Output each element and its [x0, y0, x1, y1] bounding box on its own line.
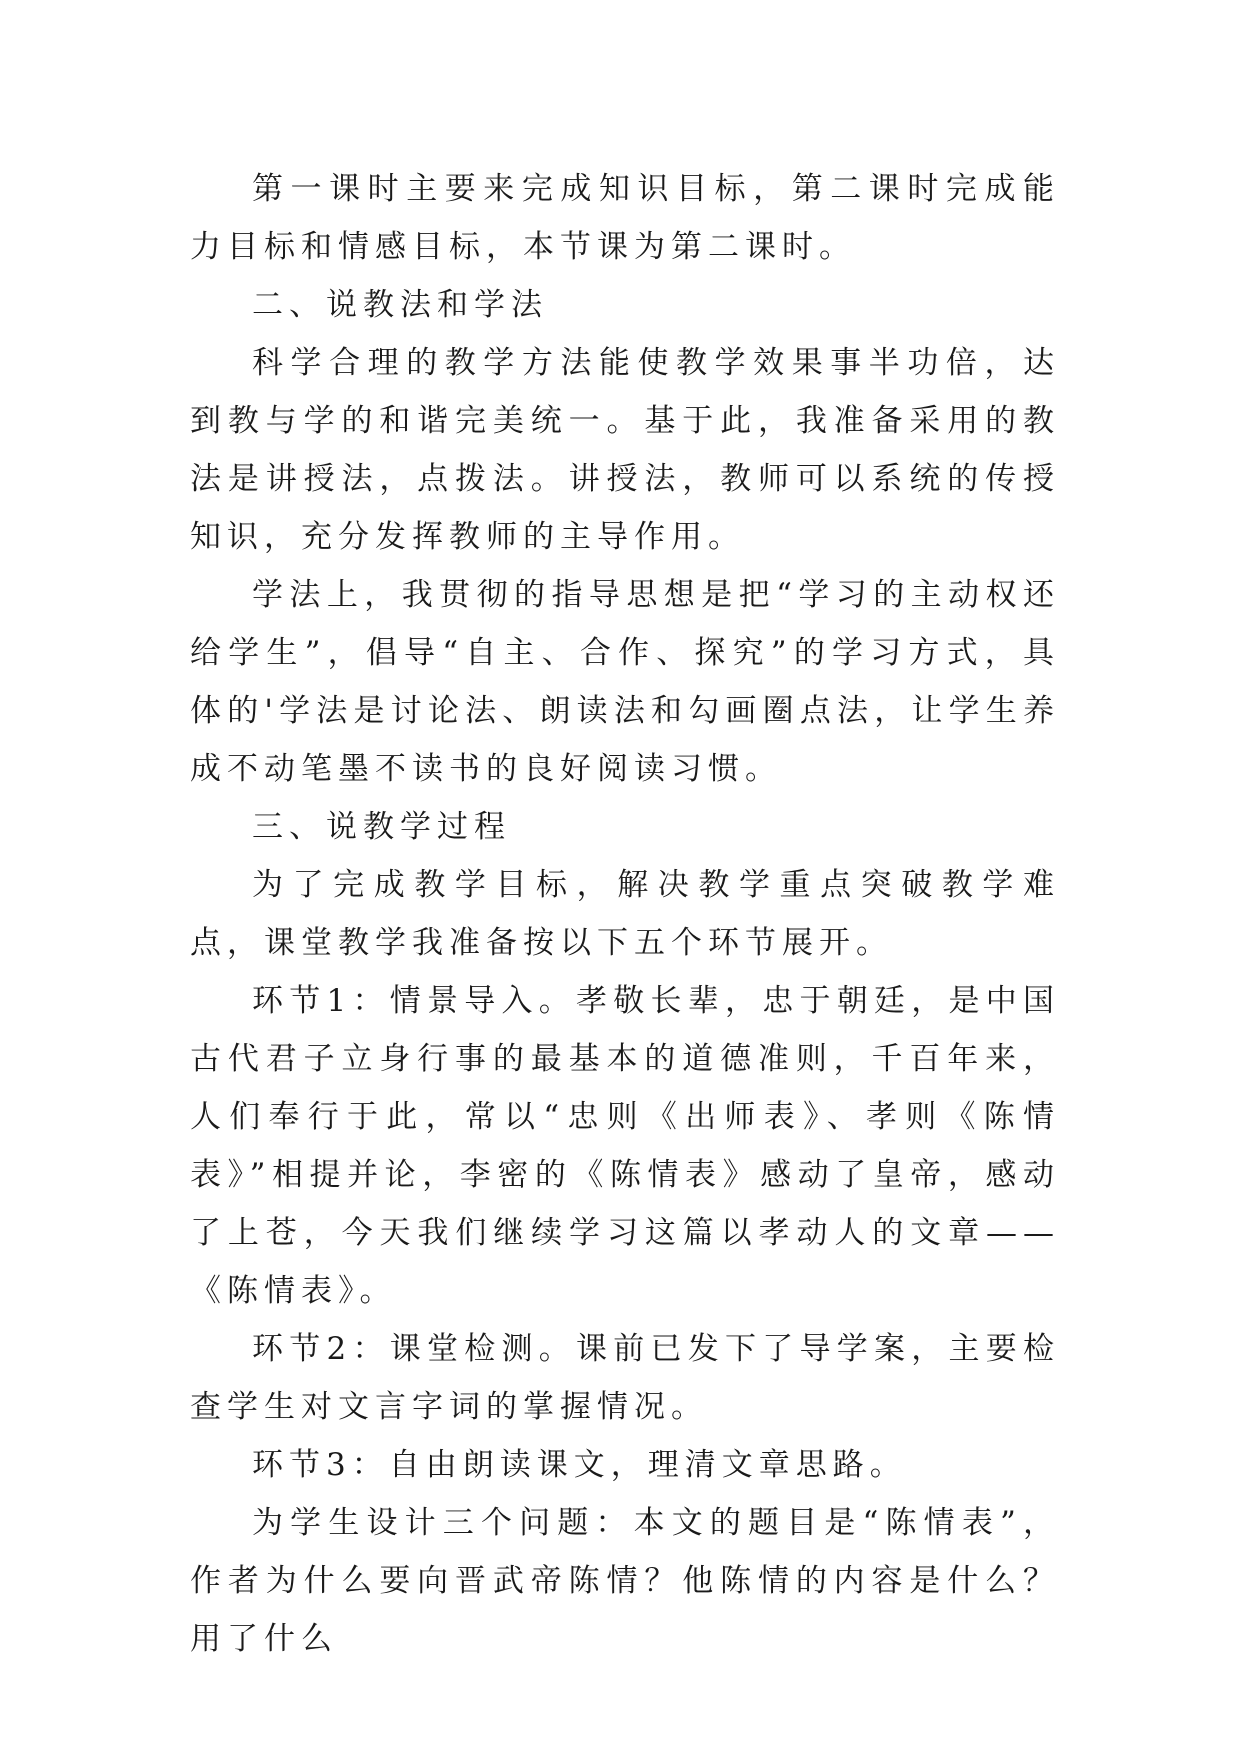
- paragraph-process-intro: 为了完成教学目标，解决教学重点突破教学难点，课堂教学我准备按以下五个环节展开。: [190, 867, 1060, 961]
- section-heading-process: 三、说教学过程: [252, 809, 511, 845]
- paragraph-step-3: 环节3：自由朗读课文，理清文章思路。: [252, 1447, 907, 1483]
- paragraph-learning-methods: 学法上，我贯彻的指导思想是把“学习的主动权还给学生”，倡导“自主、合作、探究”的学习方式，具体的'学法是讨论法、朗读法和勾画圈点法，让学生养成不动笔墨不读书的良好阅读习惯。: [190, 577, 1060, 787]
- document-body: [190, 160, 1060, 1668]
- paragraph-step-2: 环节2：课堂检测。课前已发下了导学案，主要检查学生对文言字词的掌握情况。: [190, 1331, 1060, 1425]
- paragraph-step-1: 环节1：情景导入。孝敬长辈，忠于朝廷，是中国古代君子立身行事的最基本的道德准则，千百年来，人们奉行于此，常以“忠则《出师表》、孝则《陈情表》”相提并论，李密的《陈情表》感动了皇帝，感动了上苍，今天我们继续学习这篇以孝动人的文章——《陈情表》。: [190, 983, 1060, 1309]
- section-heading-methods: 二、说教法和学法: [252, 287, 548, 323]
- paragraph-class-hours: 第一课时主要来完成知识目标，第二课时完成能力目标和情感目标，本节课为第二课时。: [190, 171, 1060, 265]
- paragraph-teaching-methods: 科学合理的教学方法能使教学效果事半功倍，达到教与学的和谐完美统一。基于此，我准备采用的教法是讲授法，点拨法。讲授法，教师可以系统的传授知识，充分发挥教师的主导作用。: [190, 345, 1060, 555]
- paragraph-questions: 为学生设计三个问题：本文的题目是“陈情表”，作者为什么要向晋武帝陈情？他陈情的内容是什么？用了什么: [190, 1505, 1060, 1657]
